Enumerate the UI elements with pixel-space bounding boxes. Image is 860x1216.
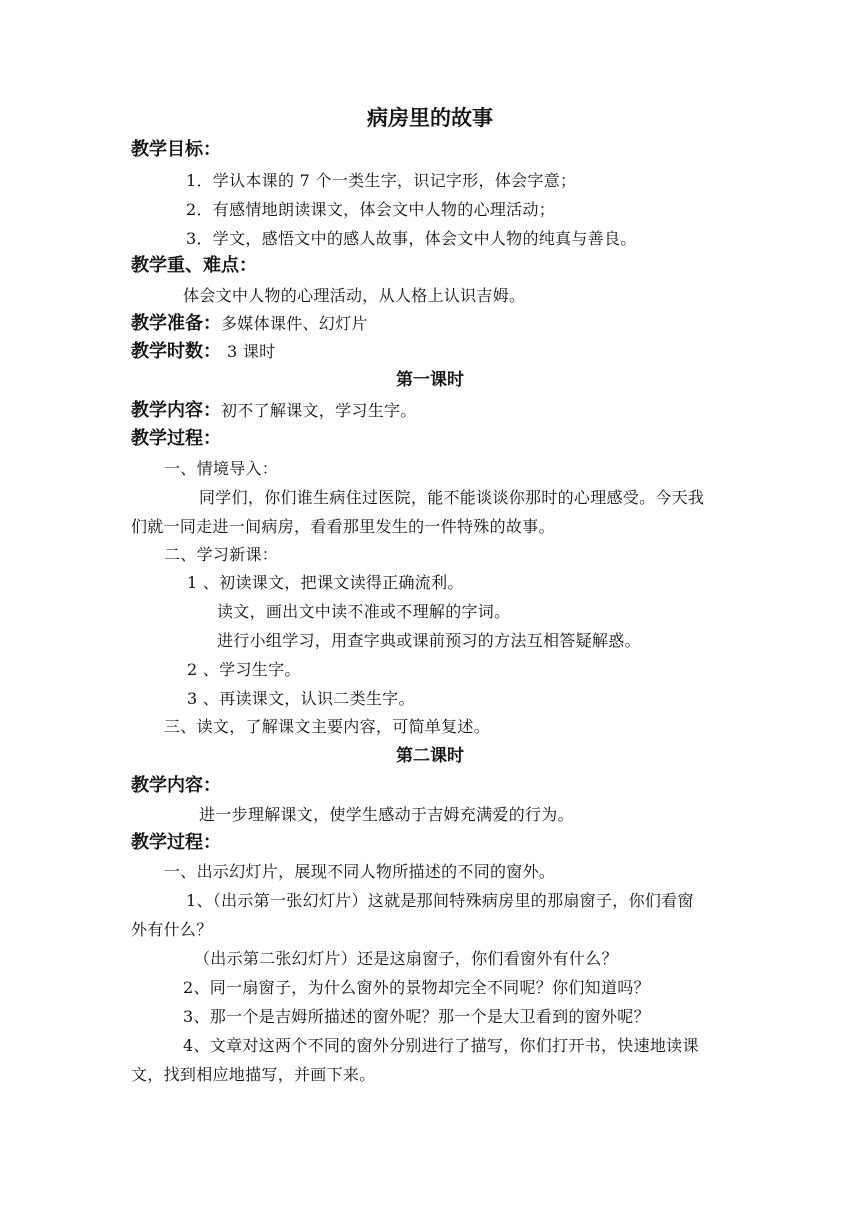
- lesson1-line: 1 、初读课文，把课文读得正确流利。: [187, 573, 464, 592]
- lesson2-title: 第二课时: [396, 746, 464, 766]
- objectives-heading: 教学目标：: [131, 139, 221, 160]
- objective-item-2: 2．有感情地朗读课文，体会文中人物的心理活动；: [186, 200, 556, 219]
- lesson1-line: 2 、学习生字。: [187, 660, 301, 679]
- lesson1-line: 同学们，你们谁生病住过医院，能不能谈谈你那时的心理感受。今天我: [199, 488, 705, 507]
- preparation-line: [131, 314, 368, 334]
- hours-text: 3 课时: [227, 342, 276, 361]
- lesson2-line: 2、同一扇窗子，为什么窗外的景物却完全不同呢？你们知道吗？: [183, 978, 650, 997]
- objective-item-3: 3．学文，感悟文中的感人故事，体会文中人物的纯真与善良。: [186, 229, 637, 248]
- hours-line: [131, 342, 275, 362]
- lesson2-line: （出示第二张幻灯片）还是这扇窗子，你们看窗外有什么？: [194, 949, 618, 968]
- lesson2-line: 4、文章对这两个不同的窗外分别进行了描写，你们打开书，快速地读课: [183, 1036, 699, 1055]
- key-points-heading: 教学重、难点：: [131, 255, 257, 276]
- lesson2-content-text: 进一步理解课文，使学生感动于吉姆充满爱的行为。: [199, 805, 574, 824]
- lesson1-line: 进行小组学习，用查字典或课前预习的方法互相答疑解惑。: [217, 631, 641, 650]
- lesson1-line: 3 、再读课文，认识二类生字。: [187, 689, 415, 708]
- lesson2-content-heading: 教学内容：: [131, 775, 221, 796]
- lesson2-line: 1、（出示第一张幻灯片）这就是那间特殊病房里的那扇窗子，你们看窗: [186, 891, 694, 910]
- preparation-heading: 教学准备：: [131, 313, 221, 334]
- objective-item-1: 1．学认本课的 7 个一类生字，识记字形，体会字意；: [186, 171, 577, 190]
- lesson1-line: 们就一同走进一间病房，看看那里发生的一件特殊的故事。: [131, 517, 555, 536]
- lesson1-content-line: [131, 401, 417, 421]
- lesson1-line: 三、读文，了解课文主要内容，可简单复述。: [164, 717, 491, 736]
- lesson1-process-heading: 教学过程：: [131, 428, 221, 449]
- lesson1-content-text: 初不了解课文，学习生字。: [221, 401, 417, 420]
- lesson1-content-heading: 教学内容：: [131, 400, 221, 421]
- preparation-text: 多媒体课件、幻灯片: [221, 314, 368, 333]
- lesson2-line: 一、出示幻灯片，展现不同人物所描述的不同的窗外。: [164, 862, 556, 881]
- lesson1-line: 一、情境导入：: [164, 459, 279, 478]
- page-title: 病房里的故事: [367, 105, 493, 130]
- hours-heading: 教学时数：: [131, 341, 221, 362]
- lesson1-line: 读文，画出文中读不准或不理解的字词。: [217, 602, 511, 621]
- key-points-text: 体会文中人物的心理活动，从人格上认识吉姆。: [183, 286, 526, 305]
- lesson2-line: 3、那一个是吉姆所描述的窗外呢？那一个是大卫看到的窗外呢？: [183, 1007, 650, 1026]
- lesson1-line: 二、学习新课：: [164, 545, 279, 564]
- lesson2-line: 文，找到相应地描写，并画下来。: [131, 1065, 376, 1084]
- lesson2-process-heading: 教学过程：: [131, 832, 221, 853]
- lesson2-line: 外有什么？: [131, 920, 213, 939]
- lesson1-title: 第一课时: [396, 370, 464, 390]
